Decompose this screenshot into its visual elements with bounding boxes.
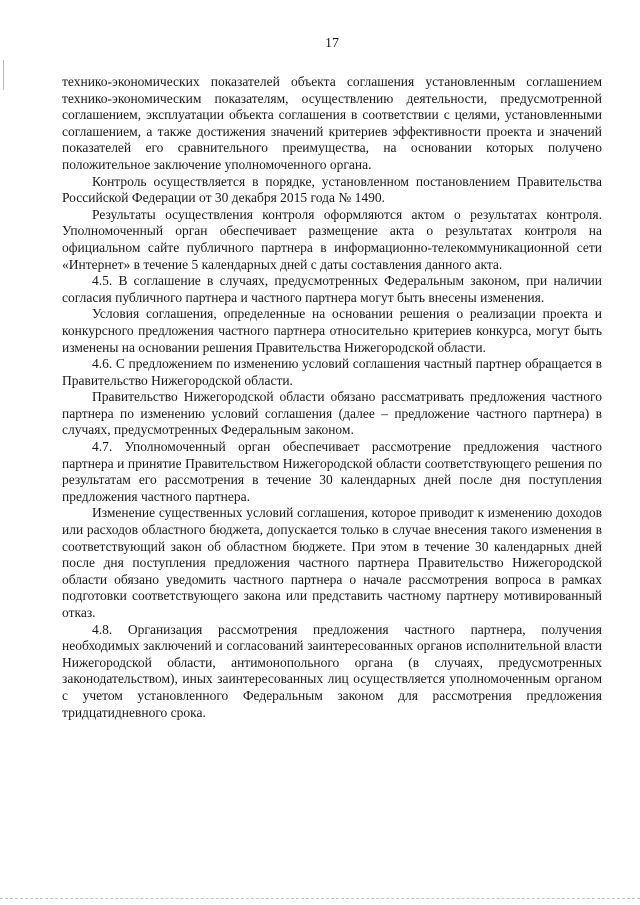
paragraph-continuation: технико-экономических показателей объекта соглашения установленным соглашением технико-экономическим показателям, осуществлению деятельности, предусмотренной соглашением, эксплуатации объекта соглашения в соответствии с целями, установленными соглашением, а также достижения значений критериев эффективности проекта и значений показателей его сравнительного преимущества, на основании которых получено положительное заключение уполномоченного органа.	[62, 74, 602, 172]
paragraph-control-procedure: Контроль осуществляется в порядке, установленном постановлением Правительства Российской Федерации от 30 декабря 2015 года № 1490.	[62, 173, 602, 206]
document-body	[62, 74, 602, 721]
paragraph-4-5: 4.5. В соглашение в случаях, предусмотренных Федеральным законом, при наличии согласия публичного партнера и частного партнера могут быть внесены изменения.	[62, 273, 602, 305]
paragraph-conditions: Условия соглашения, определенные на основании решения о реализации проекта и конкурсного предложения частного партнера относительно критериев конкурса, могут быть изменены на основании решения Правительства Нижегородской области.	[62, 306, 602, 355]
paragraph-control-results: Результаты осуществления контроля оформляются актом о результатах контроля. Уполномоченный орган обеспечивает размещение акта о результатах контроля на официальном сайте публичного партнера в информационно-телекоммуникационной сети «Интернет» в течение 5 календарных дней с даты составления данного акта.	[62, 206, 602, 272]
paragraph-4-7: 4.7. Уполномоченный орган обеспечивает рассмотрение предложения частного партнера и принятие Правительством Нижегородской области соответствующего решения по результатам его рассмотрения в течение 30 календарных дней после дня поступления предложения частного партнера.	[62, 439, 602, 504]
paragraph-4-6: 4.6. С предложением по изменению условий соглашения частный партнер обращается в Правительство Нижегородской области.	[62, 356, 602, 388]
paragraph-government-obligation: Правительство Нижегородской области обязано рассматривать предложения частного партнера по изменению условий соглашения (далее – предложение частного партнера) в случаях, предусмотренных Федеральным законом.	[62, 389, 602, 438]
scan-margin-mark	[3, 60, 6, 90]
paragraph-4-8: 4.8. Организация рассмотрения предложения частного партнера, получения необходимых заключений и согласований заинтересованных органов исполнительной власти Нижегородской области, антимонопольного органа (в случаях, предусмотренных законодательством), иных заинтересованных лиц осуществляется уполномоченным органом с учетом установленного Федеральным законом для рассмотрения предложения тридцатидневного срока.	[62, 621, 602, 720]
paragraph-budget-changes: Изменение существенных условий соглашения, которое приводит к изменению доходов или расходов областного бюджета, допускается только в случае внесения такого изменения в соответствующий закон об областном бюджете. При этом в течение 30 календарных дней после дня поступления предложения частного партнера Правительство Нижегородской области обязано уведомить частного партнера о начале рассмотрения вопроса в рамках подготовки соответствующего закона или представить частному партнеру мотивированный отказ.	[62, 505, 602, 620]
page-number: 17	[325, 36, 339, 51]
scan-bottom-edge	[0, 898, 640, 905]
